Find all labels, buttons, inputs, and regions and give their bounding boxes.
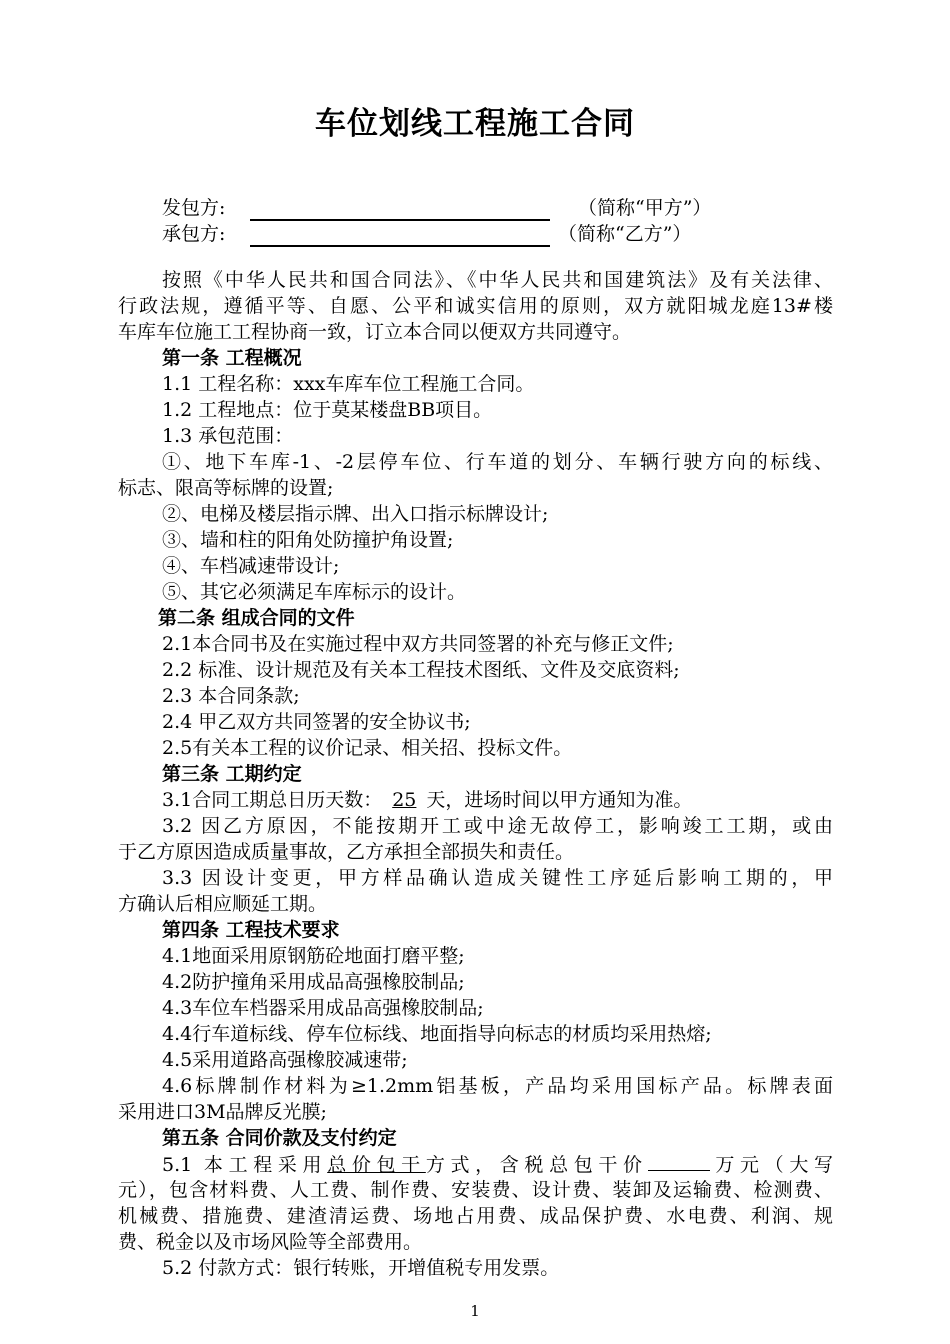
contractor-label: 承包方: [162, 223, 226, 245]
duration-days: 25 [392, 789, 417, 811]
s3-l1-pre: 3.1合同工期总日历天数： [162, 789, 383, 811]
pricing-method: 总价包干 [327, 1154, 426, 1176]
price-blank [648, 1152, 710, 1171]
s2-line: 2.2 标准、设计规范及有关本工程技术图纸、文件及交底资料; [162, 659, 680, 681]
employer-row [162, 196, 833, 221]
s2-line: 2.5有关本工程的议价记录、相关招、投标文件。 [162, 737, 573, 759]
s5-line: 机械费、措施费、建渣清运费、场地占用费、成品保护费、水电费、利润、规 [118, 1205, 833, 1227]
s5-line: 5.2 付款方式：银行转账，开增值税专用发票。 [162, 1257, 560, 1279]
s4-line: 采用进口3M品牌反光膜; [118, 1101, 327, 1123]
s5-line: 元），包含材料费、人工费、制作费、安装费、设计费、装卸及运输费、检测费、 [118, 1179, 833, 1201]
s4-line: 4.2防护撞角采用成品高强橡胶制品; [162, 971, 465, 993]
s1-line: ③、墙和柱的阳角处防撞护角设置; [162, 529, 454, 551]
s4-line: 4.6标牌制作材料为≥1.2mm铝基板，产品均采用国标产品。标牌表面 [162, 1075, 833, 1097]
s3-line: 于乙方原因造成质量事故，乙方承担全部损失和责任。 [118, 841, 575, 863]
s3-line: 方确认后相应顺延工期。 [118, 893, 328, 915]
s3-l1-post: 天，进场时间以甲方通知为准。 [426, 789, 693, 811]
contractor-row [162, 222, 833, 247]
section-5-heading: 第五条 合同价款及支付约定 [162, 1127, 397, 1149]
s1-line: ④、车档减速带设计; [162, 555, 340, 577]
s1-line: ②、电梯及楼层指示牌、出入口指示标牌设计; [162, 503, 549, 525]
s3-line-1 [162, 788, 833, 813]
section-1-heading: 第一条 工程概况 [162, 347, 302, 369]
s1-line: 1.2 工程地点：位于莫某楼盘BB项目。 [162, 399, 493, 421]
s4-line: 4.5采用道路高强橡胶减速带; [162, 1049, 408, 1071]
contractor-note: （简称“乙方”） [558, 223, 692, 245]
s3-line: 3.3 因设计变更，甲方样品确认造成关键性工序延后影响工期的，甲 [162, 867, 833, 889]
employer-blank [250, 200, 550, 221]
s1-line: 1.1 工程名称：xxx车库车位工程施工合同。 [162, 373, 535, 395]
intro-line-1: 按照《中华人民共和国合同法》、《中华人民共和国建筑法》及有关法律、 [162, 269, 833, 291]
section-2-heading: 第二条 组成合同的文件 [158, 607, 355, 629]
s1-line: 标志、限高等标牌的设置; [118, 477, 334, 499]
s1-line: ①、地下车库-1、-2层停车位、行车道的划分、车辆行驶方向的标线、 [162, 451, 833, 473]
s2-line: 2.4 甲乙双方共同签署的安全协议书; [162, 711, 471, 733]
s2-line: 2.1本合同书及在实施过程中双方共同签署的补充与修正文件; [162, 633, 674, 655]
s5-l1-pre: 5.1 本工程采用 [162, 1154, 328, 1176]
s1-line: 1.3 承包范围： [162, 425, 294, 447]
intro-line-3: 车库车位施工工程协商一致，订立本合同以便双方共同遵守。 [118, 321, 632, 343]
s4-line: 4.3车位车档器采用成品高强橡胶制品; [162, 997, 484, 1019]
s2-line: 2.3 本合同条款; [162, 685, 300, 707]
s3-line: 3.2 因乙方原因，不能按期开工或中途无故停工，影响竣工工期，或由 [162, 815, 833, 837]
contract-title: 车位划线工程施工合同 [315, 106, 635, 142]
intro-line-2: 行政法规，遵循平等、自愿、公平和诚实信用的原则，双方就阳城龙庭13#楼 [118, 295, 833, 317]
page-number: 1 [470, 1302, 480, 1320]
contractor-blank [250, 226, 550, 247]
s4-line: 4.4行车道标线、停车位标线、地面指导向标志的材质均采用热熔; [162, 1023, 712, 1045]
s5-l1-post: 万元（大写 [709, 1154, 833, 1176]
employer-label: 发包方: [162, 197, 226, 219]
s5-line: 费、税金以及市场风险等全部费用。 [118, 1231, 423, 1253]
section-3-heading: 第三条 工期约定 [162, 763, 302, 785]
s1-line: ⑤、其它必须满足车库标示的设计。 [162, 581, 467, 603]
section-4-heading: 第四条 工程技术要求 [162, 919, 340, 941]
s5-l1-mid: 方式，含税总包干价 [425, 1154, 648, 1176]
s5-line-1 [162, 1152, 833, 1178]
s4-line: 4.1地面采用原钢筋砼地面打磨平整; [162, 945, 465, 967]
employer-note: （简称“甲方”） [578, 197, 712, 219]
